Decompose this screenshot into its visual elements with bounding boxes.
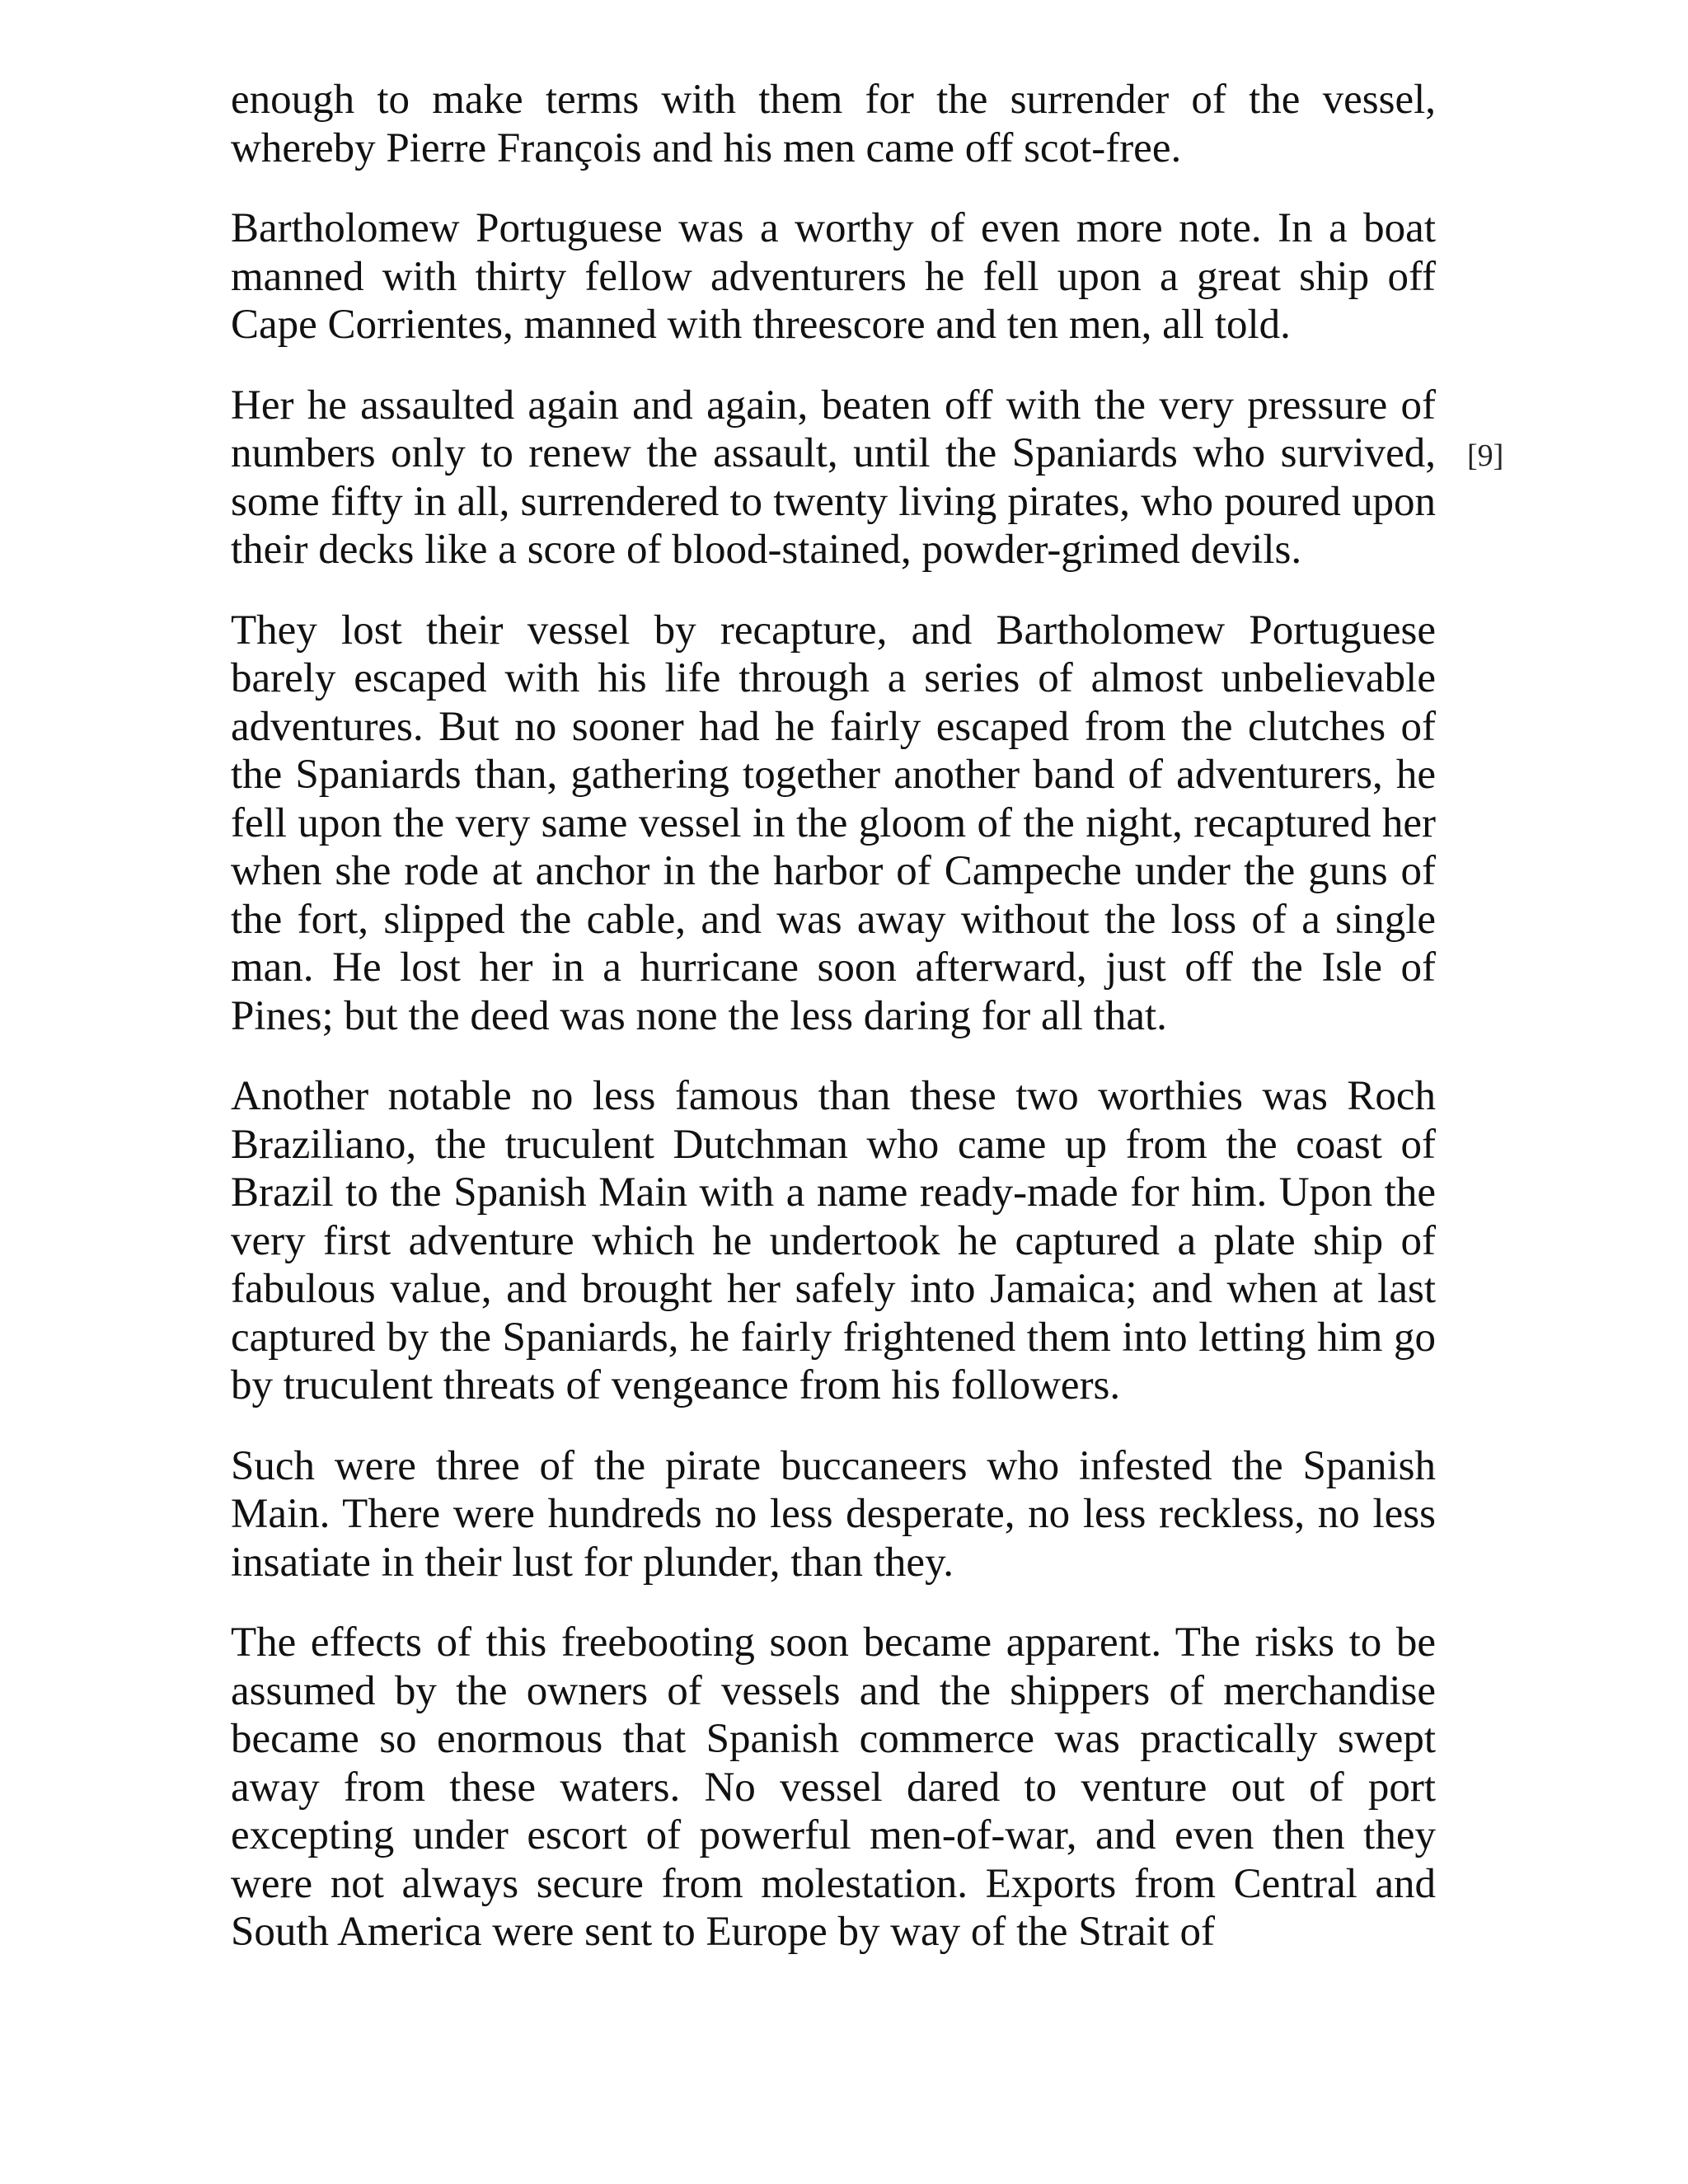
paragraph-3: Her he assaulted again and again, beaten off with the very pressure of numbers only to renew the assault, until the Spaniards who survived, some fifty in all, surrendered to twenty living pirates, who poured upon their decks like a score of blood-stained, powder-grimed devils. [231,382,1436,573]
paragraph-6: Such were three of the pirate buccaneers who infested the Spanish Main. There were hundreds no less desperate, no less reckless, no less insatiate in their lust for plunder, than they. [231,1442,1436,1586]
paragraph-5: Another notable no less famous than these two worthies was Roch Braziliano, the truculent Dutchman who came up from the coast of Brazil to the Spanish Main with a name ready-made for him. Upon the very first adventure which he undertook he captured a plate ship of fabulous value, and brought her safely into Jamaica; and when at last captured by the Spaniards, he fairly frightened them into letting him go by truculent threats of vengeance from his followers. [231,1073,1436,1408]
page-number: [9] [1467,438,1504,473]
page-body [231,76,1436,1989]
paragraph-4: They lost their vessel by recapture, and Bartholomew Portuguese barely escaped with his life through a series of almost unbelievable adventures. But no sooner had he fairly escaped from the clutches of the Spaniards than, gathering together another band of adventurers, he fell upon the very same vessel in the gloom of the night, recaptured her when she rode at anchor in the harbor of Campeche under the guns of the fort, slipped the cable, and was away without the loss of a single man. He lost her in a hurricane soon afterward, just off the Isle of Pines; but the deed was none the less daring for all that. [231,607,1436,1039]
paragraph-7: The effects of this freebooting soon became apparent. The risks to be assumed by the owners of vessels and the shippers of merchandise became so enormous that Spanish commerce was practically swept away from these waters. No vessel dared to venture out of port excepting under escort of powerful men-of-war, and even then they were not always secure from molestation. Exports from Central and South America were sent to Europe by way of the Strait of [231,1619,1436,1955]
paragraph-1: enough to make terms with them for the surrender of the vessel, whereby Pierre François and his men came off scot-free. [231,77,1436,171]
paragraph-2: Bartholomew Portuguese was a worthy of even more note. In a boat manned with thirty fellow adventurers he fell upon a great ship off Cape Corrientes, manned with threescore and ten men, all told. [231,205,1436,348]
